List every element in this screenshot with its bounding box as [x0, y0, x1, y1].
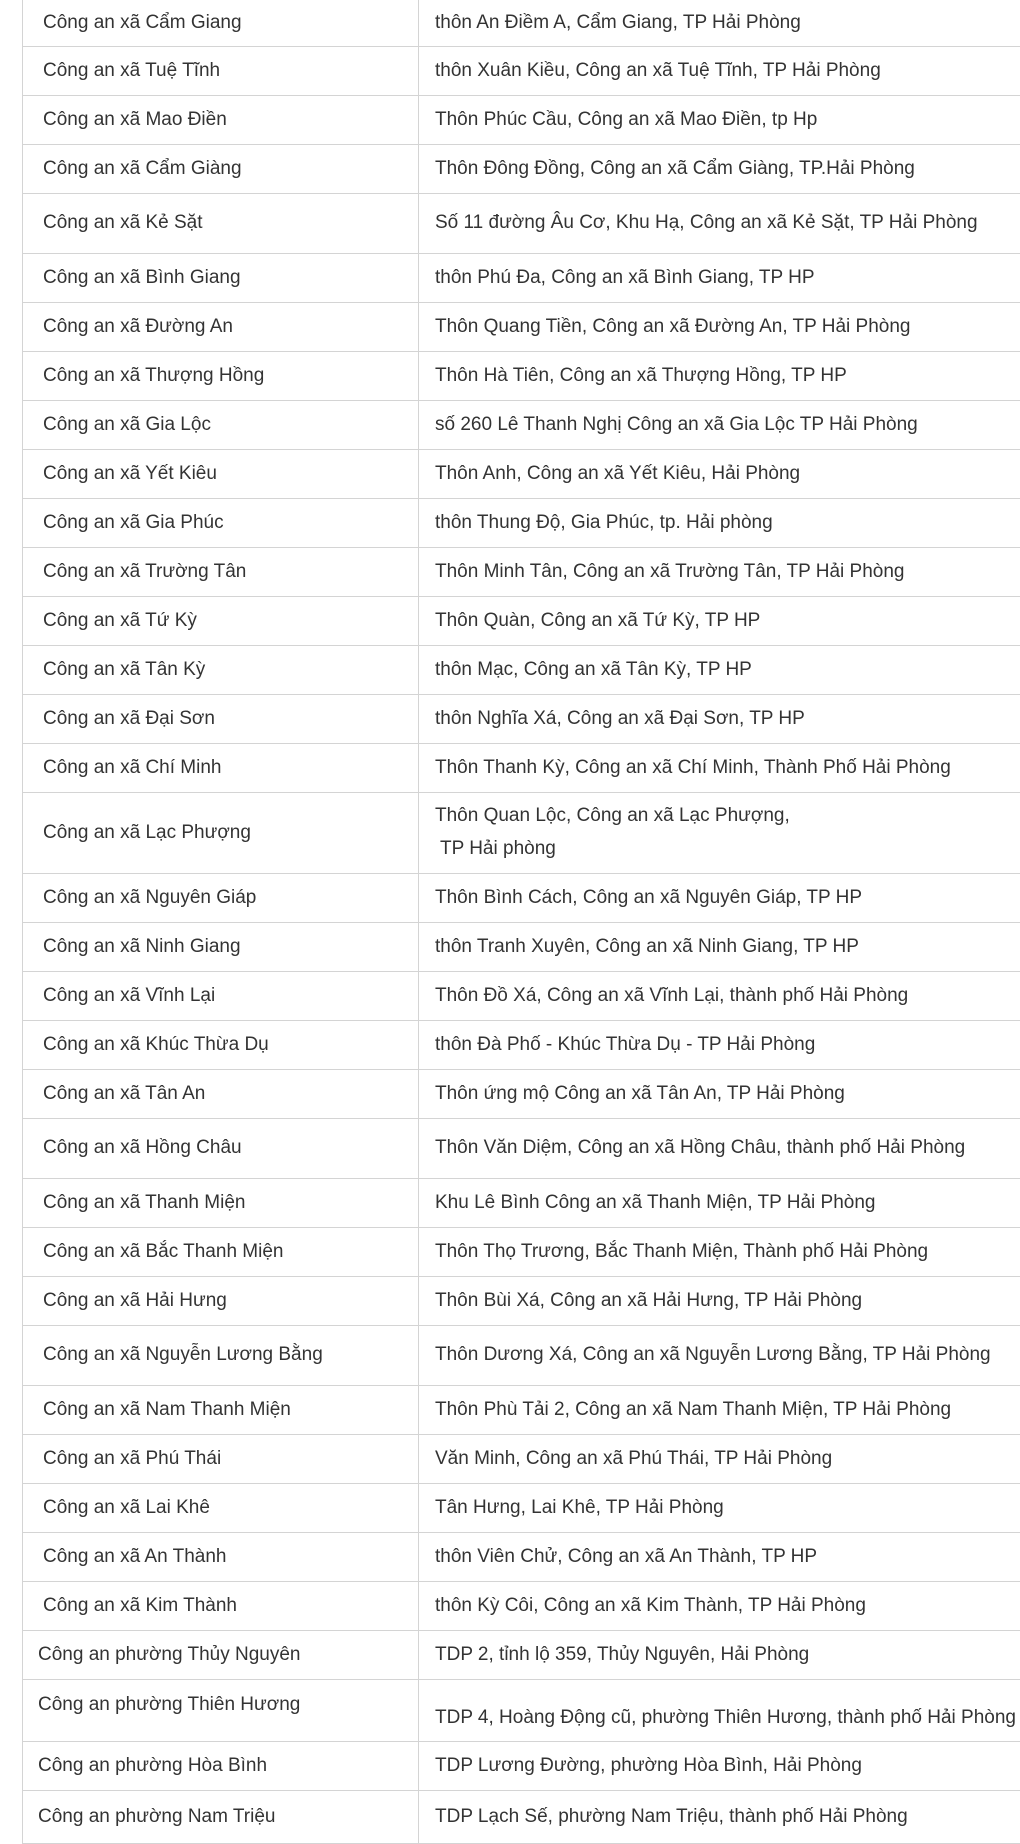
unit-name-cell: Công an xã Gia Phúc [23, 498, 419, 547]
address-cell: thôn Nghĩa Xá, Công an xã Đại Sơn, TP HP [419, 694, 1020, 743]
address-cell: thôn Thung Độ, Gia Phúc, tp. Hải phòng [419, 498, 1020, 547]
table-row [23, 1020, 1020, 1069]
table-row [23, 1790, 1020, 1843]
unit-name-cell: Công an xã Kẻ Sặt [23, 193, 419, 253]
unit-name-cell: Công an xã Cẩm Giàng [23, 144, 419, 193]
table-row [23, 1325, 1020, 1385]
address-cell: TDP 4, Hoàng Động cũ, phường Thiên Hương, thành phố Hải Phòng [419, 1679, 1020, 1741]
unit-name-cell: Công an xã Bình Giang [23, 253, 419, 302]
table-row [23, 1385, 1020, 1434]
unit-name-cell: Công an xã Mao Điền [23, 95, 419, 144]
unit-name-cell: Công an xã Thanh Miện [23, 1178, 419, 1227]
table-row [23, 46, 1020, 95]
address-cell: Thôn Hà Tiên, Công an xã Thượng Hồng, TP HP [419, 351, 1020, 400]
table-row [23, 302, 1020, 351]
address-cell: Thôn Đông Đồng, Công an xã Cẩm Giàng, TP.Hải Phòng [419, 144, 1020, 193]
table-row [23, 971, 1020, 1020]
table-row [23, 922, 1020, 971]
unit-name-cell: Công an xã Thượng Hồng [23, 351, 419, 400]
address-cell: Thôn Anh, Công an xã Yết Kiêu, Hải Phòng [419, 449, 1020, 498]
unit-name-cell: Công an xã Hải Hưng [23, 1276, 419, 1325]
table-row [23, 1679, 1020, 1741]
table-row [23, 1581, 1020, 1630]
table-row [23, 1069, 1020, 1118]
unit-name-cell: Công an xã Kim Thành [23, 1581, 419, 1630]
unit-name-cell: Công an xã Nguyên Giáp [23, 873, 419, 922]
address-cell: thôn Viên Chử, Công an xã An Thành, TP HP [419, 1532, 1020, 1581]
address-cell: Số 11 đường Âu Cơ, Khu Hạ, Công an xã Kẻ Sặt, TP Hải Phòng [419, 193, 1020, 253]
unit-name-cell: Công an phường Nam Triệu [23, 1790, 419, 1843]
address-cell: Thôn Minh Tân, Công an xã Trường Tân, TP Hải Phòng [419, 547, 1020, 596]
table-row [23, 95, 1020, 144]
address-cell: TDP 2, tỉnh lộ 359, Thủy Nguyên, Hải Phòng [419, 1630, 1020, 1679]
unit-name-cell: Công an xã Tứ Kỳ [23, 596, 419, 645]
unit-name-cell: Công an xã Hồng Châu [23, 1118, 419, 1178]
address-cell: Thôn ứng mộ Công an xã Tân An, TP Hải Phòng [419, 1069, 1020, 1118]
police-address-table [22, 0, 1020, 1844]
unit-name-cell: Công an xã Đường An [23, 302, 419, 351]
police-address-table-wrapper [22, 0, 1020, 1844]
table-row [23, 792, 1020, 873]
address-cell: Thôn Thanh Kỳ, Công an xã Chí Minh, Thành Phố Hải Phòng [419, 743, 1020, 792]
address-cell: thôn Phú Đa, Công an xã Bình Giang, TP HP [419, 253, 1020, 302]
address-cell: Khu Lê Bình Công an xã Thanh Miện, TP Hải Phòng [419, 1178, 1020, 1227]
unit-name-cell: Công an xã Tân An [23, 1069, 419, 1118]
address-cell: TDP Lương Đường, phường Hòa Bình, Hải Phòng [419, 1741, 1020, 1790]
unit-name-cell: Công an xã Bắc Thanh Miện [23, 1227, 419, 1276]
table-row [23, 1178, 1020, 1227]
table-row [23, 596, 1020, 645]
address-cell: Thôn Thọ Trương, Bắc Thanh Miện, Thành phố Hải Phòng [419, 1227, 1020, 1276]
table-row [23, 351, 1020, 400]
table-row [23, 498, 1020, 547]
unit-name-cell: Công an xã Trường Tân [23, 547, 419, 596]
address-line-1: Thôn Quan Lộc, Công an xã Lạc Phượng, [435, 805, 1014, 827]
address-cell: thôn Mạc, Công an xã Tân Kỳ, TP HP [419, 645, 1020, 694]
unit-name-cell: Công an phường Thiên Hương [23, 1679, 419, 1741]
unit-name-cell: Công an xã Tân Kỳ [23, 645, 419, 694]
unit-name-cell: Công an xã Yết Kiêu [23, 449, 419, 498]
table-row [23, 1483, 1020, 1532]
table-row [23, 0, 1020, 46]
address-cell: thôn An Điềm A, Cẩm Giang, TP Hải Phòng [419, 0, 1020, 46]
unit-name-cell: Công an phường Thủy Nguyên [23, 1630, 419, 1679]
unit-name-cell: Công an xã Lạc Phượng [23, 792, 419, 873]
table-row [23, 743, 1020, 792]
table-row [23, 253, 1020, 302]
address-cell: TDP Lạch Sế, phường Nam Triệu, thành phố Hải Phòng [419, 1790, 1020, 1843]
table-row [23, 547, 1020, 596]
table-row [23, 1434, 1020, 1483]
address-cell: Thôn Bình Cách, Công an xã Nguyên Giáp, TP HP [419, 873, 1020, 922]
address-cell: Thôn Quàn, Công an xã Tứ Kỳ, TP HP [419, 596, 1020, 645]
table-body [23, 0, 1020, 1843]
unit-name-cell: Công an xã Chí Minh [23, 743, 419, 792]
table-row [23, 144, 1020, 193]
address-cell: thôn Tranh Xuyên, Công an xã Ninh Giang, TP HP [419, 922, 1020, 971]
table-row [23, 449, 1020, 498]
unit-name-cell: Công an xã Lai Khê [23, 1483, 419, 1532]
table-row [23, 1276, 1020, 1325]
table-row [23, 400, 1020, 449]
table-row [23, 1630, 1020, 1679]
unit-name-cell: Công an xã Nguyễn Lương Bằng [23, 1325, 419, 1385]
table-row [23, 645, 1020, 694]
address-cell: Văn Minh, Công an xã Phú Thái, TP Hải Phòng [419, 1434, 1020, 1483]
address-cell: Tân Hưng, Lai Khê, TP Hải Phòng [419, 1483, 1020, 1532]
address-cell: thôn Kỳ Côi, Công an xã Kim Thành, TP Hải Phòng [419, 1581, 1020, 1630]
address-cell: Thôn Phúc Cầu, Công an xã Mao Điền, tp Hp [419, 95, 1020, 144]
table-row [23, 193, 1020, 253]
address-cell [419, 792, 1020, 873]
table-row [23, 1741, 1020, 1790]
address-cell: Thôn Văn Diệm, Công an xã Hồng Châu, thành phố Hải Phòng [419, 1118, 1020, 1178]
address-cell: Thôn Đồ Xá, Công an xã Vĩnh Lại, thành phố Hải Phòng [419, 971, 1020, 1020]
unit-name-cell: Công an xã Vĩnh Lại [23, 971, 419, 1020]
address-cell: thôn Xuân Kiều, Công an xã Tuệ Tĩnh, TP Hải Phòng [419, 46, 1020, 95]
table-row [23, 1532, 1020, 1581]
unit-name-cell: Công an xã Khúc Thừa Dụ [23, 1020, 419, 1069]
unit-name-cell: Công an xã Nam Thanh Miện [23, 1385, 419, 1434]
unit-name-cell: Công an xã Cẩm Giang [23, 0, 419, 46]
address-cell: thôn Đà Phố - Khúc Thừa Dụ - TP Hải Phòng [419, 1020, 1020, 1069]
table-row [23, 1227, 1020, 1276]
unit-name-cell: Công an phường Hòa Bình [23, 1741, 419, 1790]
address-cell: Thôn Dương Xá, Công an xã Nguyễn Lương Bằng, TP Hải Phòng [419, 1325, 1020, 1385]
unit-name-cell: Công an xã Tuệ Tĩnh [23, 46, 419, 95]
unit-name-cell: Công an xã An Thành [23, 1532, 419, 1581]
unit-name-cell: Công an xã Gia Lộc [23, 400, 419, 449]
address-cell: Thôn Phù Tải 2, Công an xã Nam Thanh Miện, TP Hải Phòng [419, 1385, 1020, 1434]
address-cell: Thôn Bùi Xá, Công an xã Hải Hưng, TP Hải Phòng [419, 1276, 1020, 1325]
address-line-2: TP Hải phòng [435, 838, 1014, 860]
unit-name-cell: Công an xã Phú Thái [23, 1434, 419, 1483]
table-row [23, 1118, 1020, 1178]
address-cell: Thôn Quang Tiền, Công an xã Đường An, TP Hải Phòng [419, 302, 1020, 351]
table-row [23, 694, 1020, 743]
unit-name-cell: Công an xã Ninh Giang [23, 922, 419, 971]
table-row [23, 873, 1020, 922]
address-cell: số 260 Lê Thanh Nghị Công an xã Gia Lộc TP Hải Phòng [419, 400, 1020, 449]
unit-name-cell: Công an xã Đại Sơn [23, 694, 419, 743]
